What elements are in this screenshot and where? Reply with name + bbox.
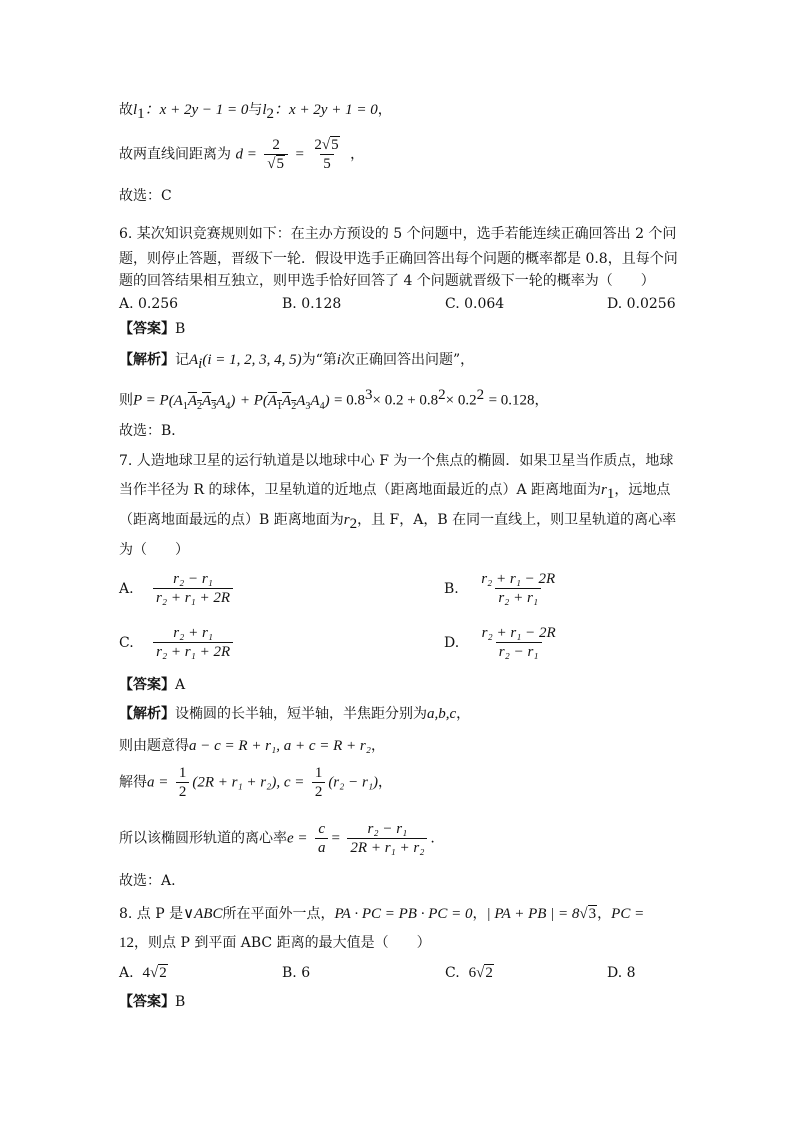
sqrt3: √3 <box>579 906 597 922</box>
a-eq: a = <box>147 774 169 791</box>
text: 所以该椭圆形轨道的离心率 <box>119 830 287 847</box>
num: r₂ + r₁ <box>173 625 213 641</box>
den: r₂ + r₁ + 2R <box>153 588 233 607</box>
r-var: r <box>343 512 350 528</box>
distance-var: d = <box>235 146 257 163</box>
event-sub: i <box>198 355 203 372</box>
den: r₂ + r₁ + 2R <box>153 642 233 661</box>
answer-value: A <box>175 677 186 693</box>
num: r₂ − r₁ <box>173 571 213 587</box>
den: 2R + r₁ + r₂ <box>347 838 427 857</box>
q6-option-d: D. 0.0256 <box>607 296 676 312</box>
punct: ， <box>378 774 393 791</box>
option-label: C. <box>445 965 460 981</box>
radicand: 2 <box>159 965 167 981</box>
line-distance-lines <box>119 100 392 124</box>
coef: 4 <box>142 965 150 981</box>
fraction-1 <box>264 136 288 173</box>
q6-conclusion: 故选：B． <box>119 423 186 439</box>
coef: 6 <box>468 965 477 981</box>
vector-sum: | PA + PB | = 8 <box>486 906 580 922</box>
answer-label: 【答案】 <box>119 677 175 693</box>
line-distance-value <box>119 136 364 173</box>
punct: . <box>430 830 435 847</box>
text: ，且 F，A，B 在同一直线上，则卫星轨道的离心率 <box>357 512 677 528</box>
text: 当作半径为 R 的球体，卫星轨道的近地点（距离地面最近的点）A 距离地面为 <box>119 482 601 498</box>
q6-analysis-2 <box>119 385 549 417</box>
exp: 2 <box>438 387 446 403</box>
line-l1-sub: 1 <box>137 105 145 122</box>
dot-products: PA · PC = PB · PC = 0 <box>334 906 473 922</box>
num: 1 <box>178 765 187 781</box>
text: 则 <box>119 392 133 409</box>
option-fraction <box>478 570 558 607</box>
q7-analysis-4 <box>119 820 435 857</box>
q8-option-b: B. 6 <box>282 965 311 981</box>
punct: ， <box>456 706 471 722</box>
event-a: A <box>189 352 199 368</box>
option-label: A. <box>119 580 134 597</box>
option-label: C. <box>119 634 134 651</box>
punct: ， <box>597 906 612 922</box>
q7-line-1: 7. 人造地球卫星的运行轨道是以地球中心 F 为一个焦点的椭圆．如果卫星当作质点，地球 <box>119 453 674 469</box>
equals: = <box>295 146 304 163</box>
text: 设椭圆的长半轴，短半轴，半焦距分别为 <box>175 706 427 722</box>
eccentricity-fraction <box>347 820 427 857</box>
q8-option-d: D. 8 <box>607 965 636 981</box>
fraction-2 <box>311 136 342 173</box>
q8-option-a: A. 4√2 <box>119 965 167 981</box>
event-product-1: $(A_1A_2A_3A_4)$ <box>168 392 236 412</box>
index-i: i <box>336 352 341 368</box>
answer-label: 【答案】 <box>119 321 175 337</box>
q6-line-3: 题的回答结果相互独立，则甲选手恰好回答了 4 个问题就晋级下一轮的概率为（ ） <box>119 273 655 289</box>
text: 解得 <box>119 774 147 791</box>
half-2 <box>312 764 326 801</box>
fraction-1-den: √5 <box>264 154 288 173</box>
answer-value: B <box>175 321 186 337</box>
r-sub: 1 <box>606 485 615 502</box>
triangle: ∨ABC <box>183 906 223 922</box>
c-over-a <box>315 820 329 857</box>
pc-eq: PC = <box>611 906 645 922</box>
vars: a,b,c <box>427 706 457 722</box>
punct: ， <box>370 738 385 754</box>
equals: = <box>331 830 340 847</box>
q7-option-b <box>444 570 561 607</box>
den: a <box>315 838 329 857</box>
num: r₂ + r₁ − 2R <box>481 625 556 641</box>
text: （距离地面最远的点）B 距离地面为 <box>119 512 344 528</box>
option-label: D. <box>444 634 460 651</box>
half-1 <box>176 764 190 801</box>
line-l1-equation: ：x + 2y − 1 = 0 <box>144 102 249 118</box>
line-l2-sub: 2 <box>266 105 275 122</box>
pc-value: 12 <box>119 935 134 951</box>
event-product-2: $(A_1A_2A_3A_4)$ <box>262 392 330 412</box>
radicand: 5 <box>276 156 285 172</box>
option-fraction <box>153 570 233 607</box>
q6-option-a: A. 0.256 <box>119 296 179 312</box>
line-l2-equation: ：x + 2y + 1 = 0 <box>274 102 378 118</box>
connector: 与 <box>248 102 263 118</box>
q7-line-4: 为（ ） <box>119 542 189 558</box>
q7-analysis-2 <box>119 736 385 756</box>
q6-analysis-1 <box>119 350 474 374</box>
r-var: r <box>601 482 607 498</box>
analysis-label: 【解析】 <box>119 352 175 368</box>
q7-analysis-1 <box>119 704 470 724</box>
a-expr: (2R + r₁ + r₂), c = <box>192 774 305 791</box>
text: 为“第 <box>301 352 337 368</box>
den: 2 <box>312 782 326 801</box>
fraction-1-num: 2 <box>272 137 280 153</box>
analysis-label: 【解析】 <box>119 706 175 722</box>
calc: × 0.2 <box>445 392 477 409</box>
num: r₂ − r₁ <box>367 821 408 837</box>
q7-option-c <box>119 624 236 661</box>
fraction-2-num: 2√5 <box>314 137 339 153</box>
prefix: 故 <box>119 102 133 118</box>
calc: = 0.8 <box>334 392 365 409</box>
num: c <box>318 821 326 837</box>
punct: ， <box>350 146 365 163</box>
option-fraction <box>479 624 559 661</box>
q7-answer <box>119 675 185 695</box>
q7-option-d <box>444 624 562 661</box>
prob-p: P = P <box>133 392 169 409</box>
num: r₂ + r₁ − 2R <box>481 571 556 587</box>
text: 则由题意得 <box>119 738 189 754</box>
text: 8. 点 P 是 <box>119 906 184 922</box>
answer-value: B <box>175 994 186 1010</box>
e-eq: e = <box>287 830 308 847</box>
text: 次正确回答出问题”， <box>340 352 475 368</box>
equations: a − c = R + r₁, a + c = R + r₂ <box>189 738 371 754</box>
exp: 3 <box>364 387 373 403</box>
q8-line-1 <box>119 904 644 924</box>
q8-answer <box>119 992 185 1012</box>
punct: ， <box>534 392 549 409</box>
q7-conclusion: 故选：A. <box>119 873 176 889</box>
option-label: B. <box>444 580 459 597</box>
den: r₂ + r₁ <box>495 588 541 607</box>
c-expr: (r₂ − r₁) <box>328 774 379 791</box>
choice-conclusion: 故选：C <box>119 188 172 204</box>
q8-option-c: C. 6√2 <box>445 965 493 981</box>
q7-line-3 <box>119 510 676 534</box>
q8-line-2 <box>119 933 431 953</box>
q7-line-2 <box>119 480 670 504</box>
radicand: 5 <box>331 137 339 153</box>
den: 2 <box>176 782 190 801</box>
text: ，远地点 <box>614 482 671 498</box>
text: 记 <box>175 352 189 368</box>
punct: ， <box>377 102 392 118</box>
q6-option-c: C. 0.064 <box>445 296 505 312</box>
line-l1: l <box>133 102 138 118</box>
text: 所在平面外一点， <box>222 906 335 922</box>
plus-p: + P <box>239 392 263 409</box>
text: ，则点 P 到平面 ABC 距离的最大值是（ ） <box>134 935 431 951</box>
den: r₂ − r₁ <box>496 642 542 661</box>
q6-line-1: 6. 某次知识竞赛规则如下：在主办方预设的 5 个问题中，选手若能连续正确回答出 2 个问 <box>119 226 677 242</box>
q7-option-a <box>119 570 236 607</box>
q7-analysis-3 <box>119 764 392 801</box>
radicand: 2 <box>485 965 493 981</box>
radicand: 3 <box>588 906 597 922</box>
option-label: A. <box>119 965 134 981</box>
punct: ， <box>472 906 487 922</box>
coef: 2 <box>314 137 322 153</box>
option-fraction <box>153 624 233 661</box>
result: = 0.128 <box>488 392 535 409</box>
num: 1 <box>314 765 323 781</box>
calc: × 0.2 + 0.8 <box>372 392 439 409</box>
q6-line-2: 题，则停止答题，晋级下一轮．假设甲选手正确回答出每个问题的概率都是 0.8，且每个问 <box>119 251 678 267</box>
q6-option-b: B. 0.128 <box>282 296 342 312</box>
line-l2: l <box>262 102 267 118</box>
fraction-2-den: 5 <box>320 154 334 173</box>
q6-answer <box>119 319 185 339</box>
r-sub: 2 <box>349 515 358 532</box>
exp: 2 <box>476 387 485 403</box>
index-range: (i = 1, 2, 3, 4, 5) <box>202 352 302 368</box>
answer-label: 【答案】 <box>119 994 175 1010</box>
distance-text: 故两直线间距离为 <box>119 146 231 163</box>
